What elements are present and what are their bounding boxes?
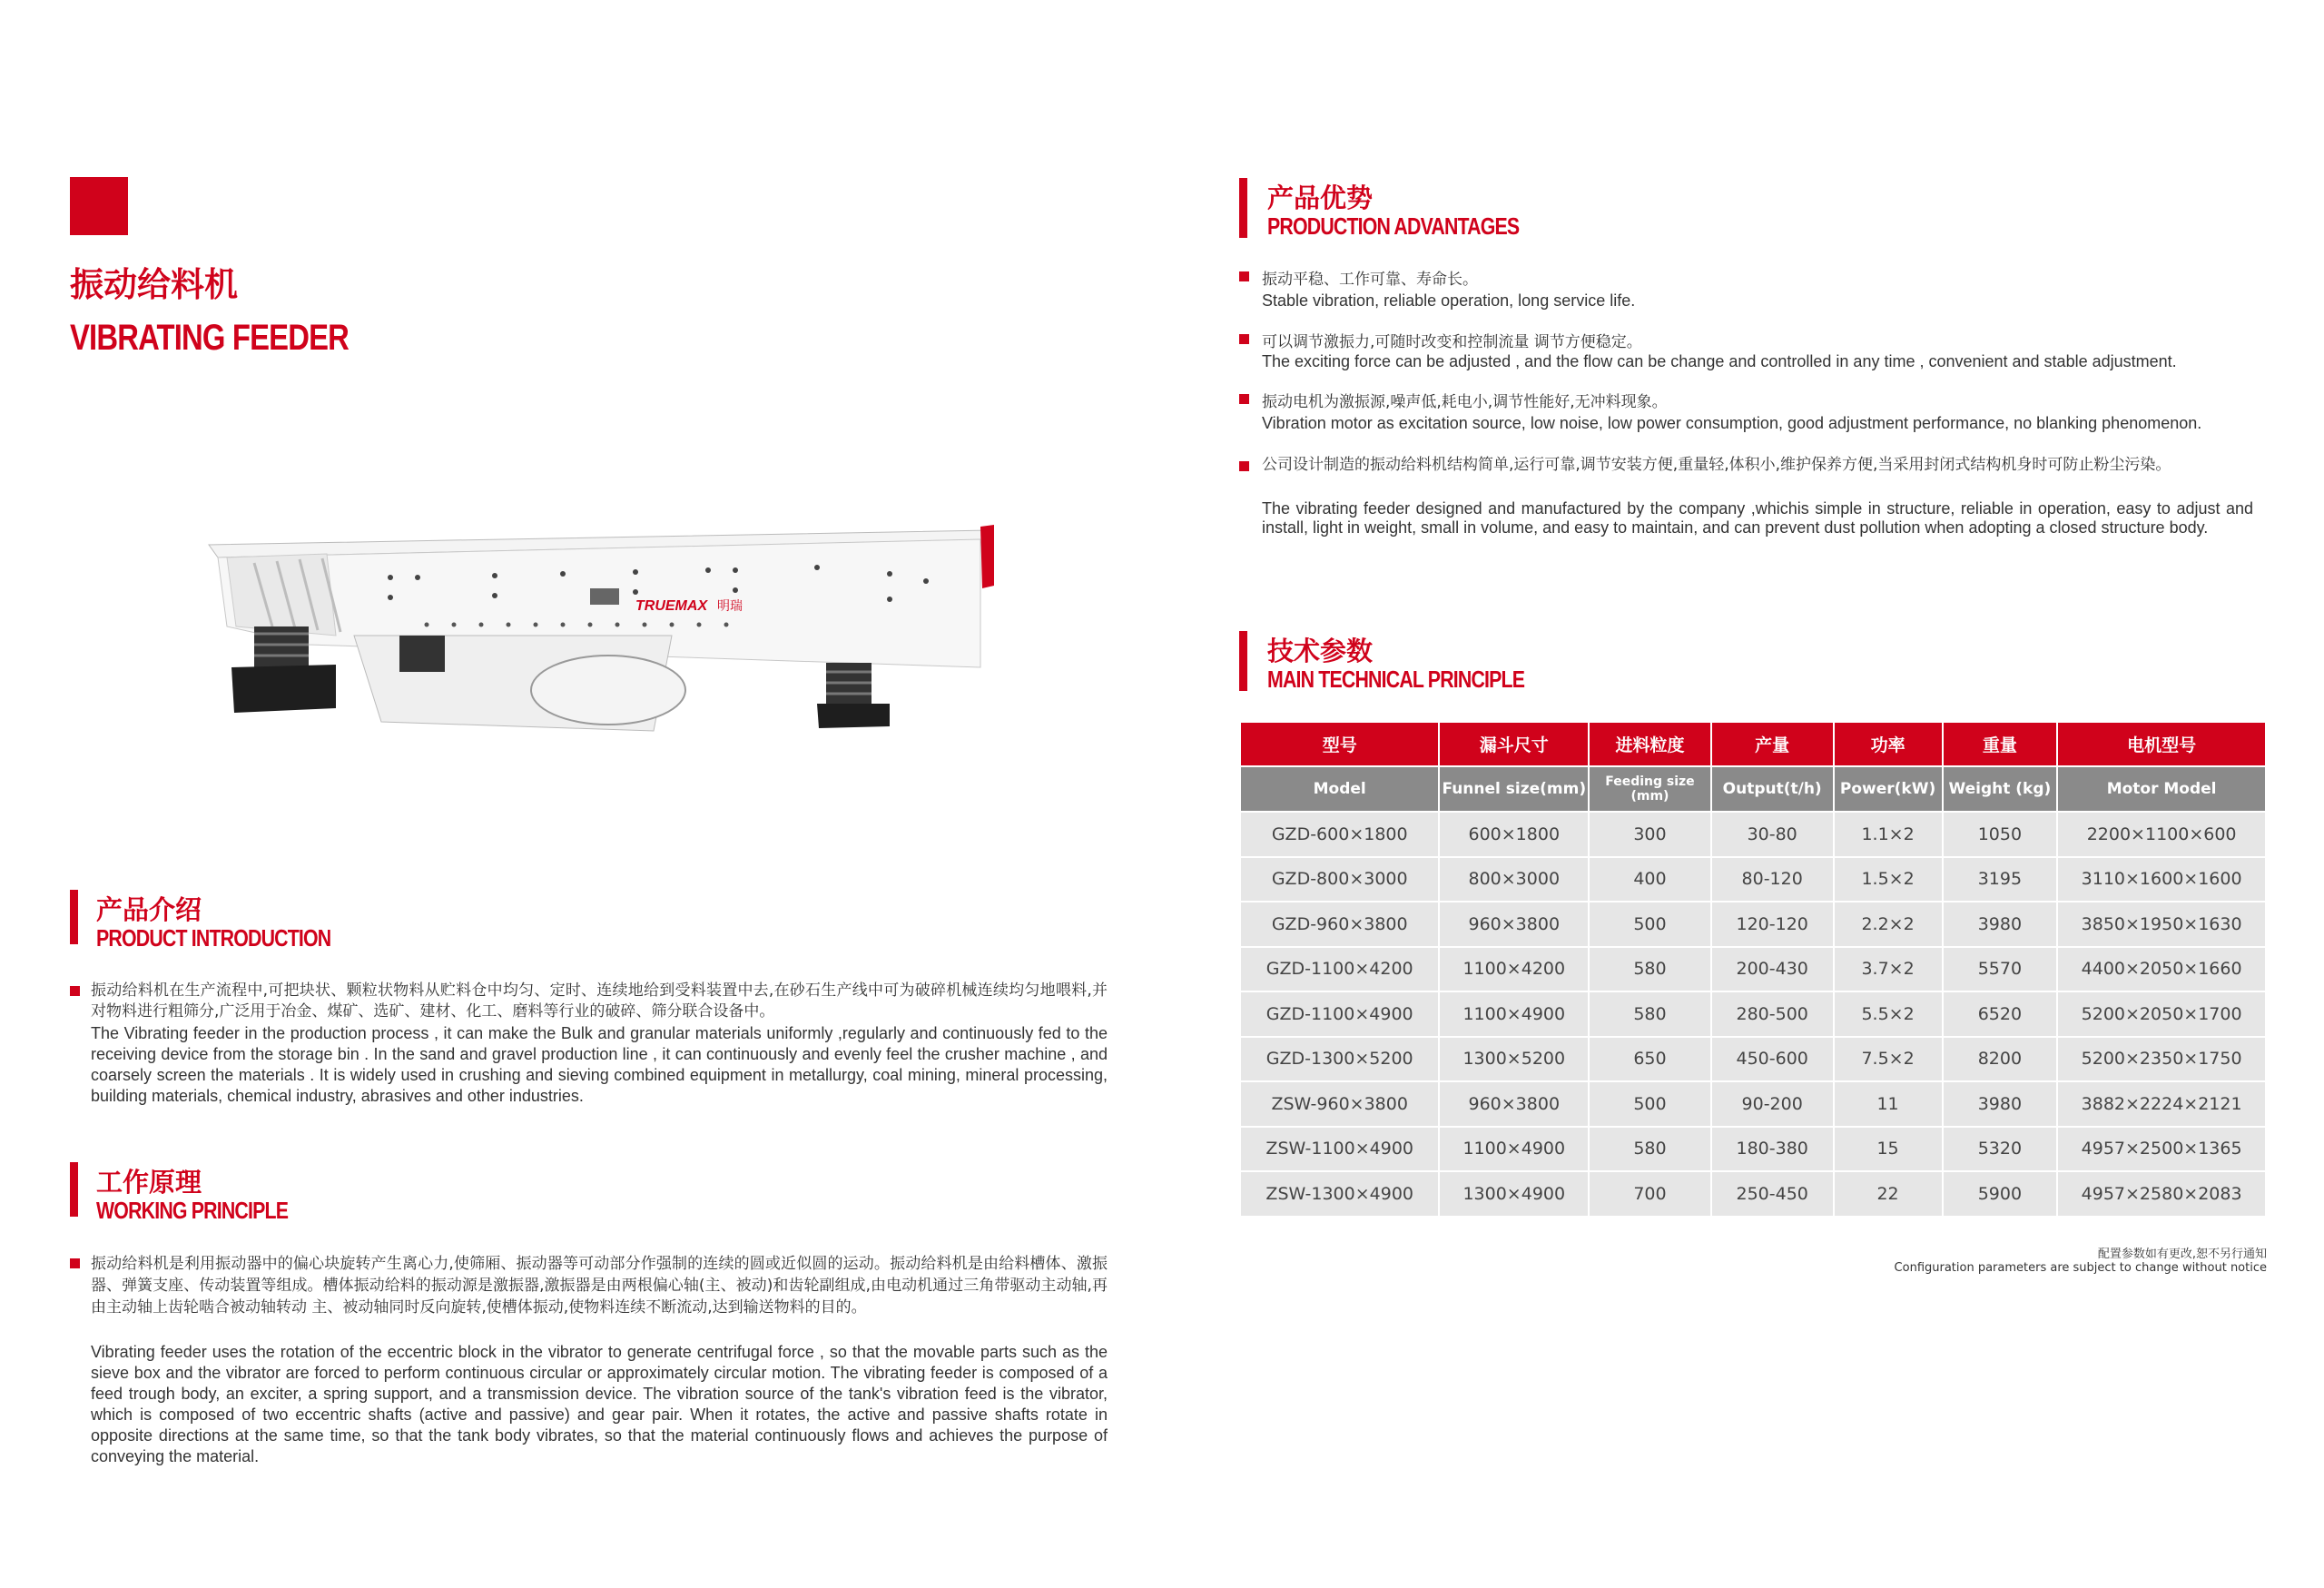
table-cell: 300 (1589, 812, 1711, 857)
intro-text-cn: 振动给料机在生产流程中,可把块状、颗粒状物料从贮料仓中均匀、定时、连续地给到受料装置中去,在砂石生产线中可为破碎机械连续均匀地喂料,并对物料进行粗筛分,广泛用于冶金、煤矿、选矿、建材、化工、磨料等行业的破碎、筛分联合设备中。 (91, 981, 1108, 1021)
col-header-cn: 型号 (1240, 722, 1439, 766)
advantage-1-cn: 振动平稳、工作可靠、寿命长。 (1262, 271, 1478, 289)
table-cell: 1100×4200 (1439, 947, 1589, 992)
table-cell: 3850×1950×1630 (2057, 902, 2266, 947)
table-cell: 280-500 (1711, 991, 1834, 1037)
col-header-en: Weight (kg) (1943, 766, 2058, 812)
table-cell: 5200×2350×1750 (2057, 1037, 2266, 1082)
table-cell: 3195 (1943, 857, 2058, 902)
col-header-cn: 漏斗尺寸 (1439, 722, 1589, 766)
working-text-en: Vibrating feeder uses the rotation of the eccentric block in the vibrator to generate centrifugal force , so that the movable parts such as the sieve box and the vibrator are forced to perform continuous circular or approximately circular motion. The vibrating feeder is composed of a feed trough body, an exciter, a spring support, and a transmission device. The vibration source of the tank's vibration feed is the vibrator, which is composed of two eccentric shafts (active and passive) and gear pair. When it rotates, the active and passive shafts rotate in opposite directions at the same time, so that the tank body vibrates, so that the material continuously flows and achieves the purpose of conveying the material. (91, 1343, 1108, 1465)
table-row (1240, 1037, 2266, 1082)
title-square-decoration (70, 177, 128, 235)
table-cell: ZSW-1300×4900 (1240, 1171, 1439, 1217)
table-cell: 5200×2050×1700 (2057, 991, 2266, 1037)
table-cell: 3882×2224×2121 (2057, 1081, 2266, 1127)
col-header-en: Power(kW) (1834, 766, 1943, 812)
table-cell: ZSW-1100×4900 (1240, 1127, 1439, 1172)
advantage-bullet (1239, 334, 1249, 344)
col-header-en: Motor Model (2057, 766, 2266, 812)
table-row (1240, 1171, 2266, 1217)
table-cell: 500 (1589, 902, 1711, 947)
table-cell: 2200×1100×600 (2057, 812, 2266, 857)
config-note-en: Configuration parameters are subject to change without notice (1894, 1261, 2267, 1275)
table-cell: ZSW-960×3800 (1240, 1081, 1439, 1127)
table-cell: 6520 (1943, 991, 2058, 1037)
table-cell: GZD-960×3800 (1240, 902, 1439, 947)
col-header-cn: 重量 (1943, 722, 2058, 766)
table-cell: 5570 (1943, 947, 2058, 992)
working-heading-cn: 工作原理 (96, 1167, 202, 1198)
working-heading-en: WORKING PRINCIPLE (96, 1197, 289, 1224)
table-cell: 3.7×2 (1834, 947, 1943, 992)
table-cell: 400 (1589, 857, 1711, 902)
advantage-bullet (1239, 394, 1249, 404)
table-cell: 5900 (1943, 1171, 2058, 1217)
table-cell: 200-430 (1711, 947, 1834, 992)
spec-table (1239, 721, 2267, 1218)
table-cell: 960×3800 (1439, 1081, 1589, 1127)
table-cell: 180-380 (1711, 1127, 1834, 1172)
table-cell: GZD-800×3000 (1240, 857, 1439, 902)
table-cell: 1.1×2 (1834, 812, 1943, 857)
col-header-cn: 电机型号 (2057, 722, 2266, 766)
table-header-cn (1240, 722, 2266, 766)
table-cell: 3980 (1943, 902, 2058, 947)
col-header-en: Model (1240, 766, 1439, 812)
table-cell: 3980 (1943, 1081, 2058, 1127)
col-header-cn: 功率 (1834, 722, 1943, 766)
col-header-en: Funnel size(mm) (1439, 766, 1589, 812)
table-row (1240, 857, 2266, 902)
working-bullet (70, 1258, 80, 1268)
table-row (1240, 902, 2266, 947)
table-cell: 5.5×2 (1834, 991, 1943, 1037)
table-header-en (1240, 766, 2266, 812)
intro-heading-cn: 产品介绍 (96, 894, 202, 925)
table-cell: 1050 (1943, 812, 2058, 857)
table-cell: GZD-1100×4200 (1240, 947, 1439, 992)
table-cell: 1300×5200 (1439, 1037, 1589, 1082)
working-heading-bar (70, 1162, 78, 1217)
table-cell: 4957×2500×1365 (2057, 1127, 2266, 1172)
table-cell: 22 (1834, 1171, 1943, 1217)
table-cell: 5320 (1943, 1127, 2058, 1172)
table-row (1240, 1081, 2266, 1127)
advantage-4-en: The vibrating feeder designed and manufactured by the company ,whichis simple in structure, reliable in operation, easy to adjust and install, light in weight, small in volume, and easy to maintain, and can prevent dust pollution when adopting a closed structure body. (1262, 499, 2253, 537)
col-header-cn: 产量 (1711, 722, 1834, 766)
table-cell: 90-200 (1711, 1081, 1834, 1127)
table-cell: 80-120 (1711, 857, 1834, 902)
advantages-heading-bar (1239, 178, 1247, 238)
advantage-2-en: The exciting force can be adjusted , and the flow can be change and controlled in any time , convenient and stable adjustment. (1262, 352, 2177, 370)
table-cell: GZD-600×1800 (1240, 812, 1439, 857)
vibrating-feeder-image (200, 518, 999, 745)
table-cell: 700 (1589, 1171, 1711, 1217)
table-cell: 580 (1589, 947, 1711, 992)
intro-heading-en: PRODUCT INTRODUCTION (96, 924, 331, 952)
table-cell: 8200 (1943, 1037, 2058, 1082)
table-cell: GZD-1100×4900 (1240, 991, 1439, 1037)
table-cell: 450-600 (1711, 1037, 1834, 1082)
svg-text:明瑞: 明瑞 (717, 599, 743, 614)
table-cell: 1.5×2 (1834, 857, 1943, 902)
table-cell: 580 (1589, 1127, 1711, 1172)
advantage-2-cn: 可以调节激振力,可随时改变和控制流量 调节方便稳定。 (1262, 333, 1642, 351)
advantage-3-en: Vibration motor as excitation source, low noise, low power consumption, good adjustment performance, no blanking phenomenon. (1262, 414, 2202, 432)
table-cell: 3110×1600×1600 (2057, 857, 2266, 902)
advantage-4-cn: 公司设计制造的振动给料机结构简单,运行可靠,调节安装方便,重量轻,体积小,维护保养方便,当采用封闭式结构机身时可防止粉尘污染。 (1262, 456, 2171, 474)
table-cell: 15 (1834, 1127, 1943, 1172)
table-row (1240, 812, 2266, 857)
table-row (1240, 1127, 2266, 1172)
intro-bullet (70, 986, 80, 996)
table-cell: 960×3800 (1439, 902, 1589, 947)
intro-text-en: The Vibrating feeder in the production process , it can make the Bulk and granular materials uniformly ,regularly and continuously fed to the receiving device from the storage bin . In the sand and gravel production line , it can continuously and evenly feel the crusher machine , and coarsely screen the materials . It is widely used in crushing and sieving combined equipment in metallurgy, coal mining, mineral processing, building materials, chemical industry, abrasives and other industries. (91, 1024, 1108, 1105)
advantages-heading-cn: 产品优势 (1267, 182, 1374, 213)
table-row (1240, 947, 2266, 992)
col-header-en: Feeding size (mm) (1589, 766, 1711, 812)
table-cell: 1100×4900 (1439, 1127, 1589, 1172)
technical-heading-cn: 技术参数 (1267, 636, 1374, 666)
table-cell: 250-450 (1711, 1171, 1834, 1217)
technical-heading-en: MAIN TECHNICAL PRINCIPLE (1267, 666, 1525, 693)
product-title-en: VIBRATING FEEDER (70, 318, 350, 358)
table-cell: 4400×2050×1660 (2057, 947, 2266, 992)
brand-logo: TRUEMAX (635, 598, 708, 614)
table-cell: 2.2×2 (1834, 902, 1943, 947)
intro-heading-bar (70, 890, 78, 944)
advantages-heading-en: PRODUCTION ADVANTAGES (1267, 212, 1520, 240)
table-cell: 1100×4900 (1439, 991, 1589, 1037)
advantage-3-cn: 振动电机为激振源,噪声低,耗电小,调节性能好,无冲料现象。 (1262, 393, 1668, 411)
table-cell: 4957×2580×2083 (2057, 1171, 2266, 1217)
table-cell: GZD-1300×5200 (1240, 1037, 1439, 1082)
table-row (1240, 991, 2266, 1037)
table-cell: 600×1800 (1439, 812, 1589, 857)
table-cell: 800×3000 (1439, 857, 1589, 902)
table-cell: 500 (1589, 1081, 1711, 1127)
table-cell: 30-80 (1711, 812, 1834, 857)
working-text-cn: 振动给料机是利用振动器中的偏心块旋转产生离心力,使筛厢、振动器等可动部分作强制的连续的圆或近似圆的运动。振动给料机是由给料槽体、激振器、弹簧支座、传动装置等组成。槽体振动给料的振动源是激振器,激振器是由两根偏心轴(主、被动)和齿轮副组成,由电动机通过三角带驱动主动轴,再由主动轴上齿轮啮合被动轴转动 主、被动轴同时反向旋转,使槽体振动,使物料连续不断流动,达到输送物料的目的。 (91, 1255, 1108, 1317)
config-note-cn: 配置参数如有更改,恕不另行通知 (2097, 1248, 2267, 1261)
advantage-bullet (1239, 461, 1249, 471)
table-cell: 7.5×2 (1834, 1037, 1943, 1082)
product-title-cn: 振动给料机 (70, 265, 238, 304)
table-cell: 11 (1834, 1081, 1943, 1127)
col-header-cn: 进料粒度 (1589, 722, 1711, 766)
table-cell: 650 (1589, 1037, 1711, 1082)
table-cell: 580 (1589, 991, 1711, 1037)
col-header-en: Output(t/h) (1711, 766, 1834, 812)
advantage-bullet (1239, 271, 1249, 281)
advantage-1-en: Stable vibration, reliable operation, long service life. (1262, 291, 1636, 310)
table-cell: 120-120 (1711, 902, 1834, 947)
table-cell: 1300×4900 (1439, 1171, 1589, 1217)
technical-heading-bar (1239, 631, 1247, 691)
